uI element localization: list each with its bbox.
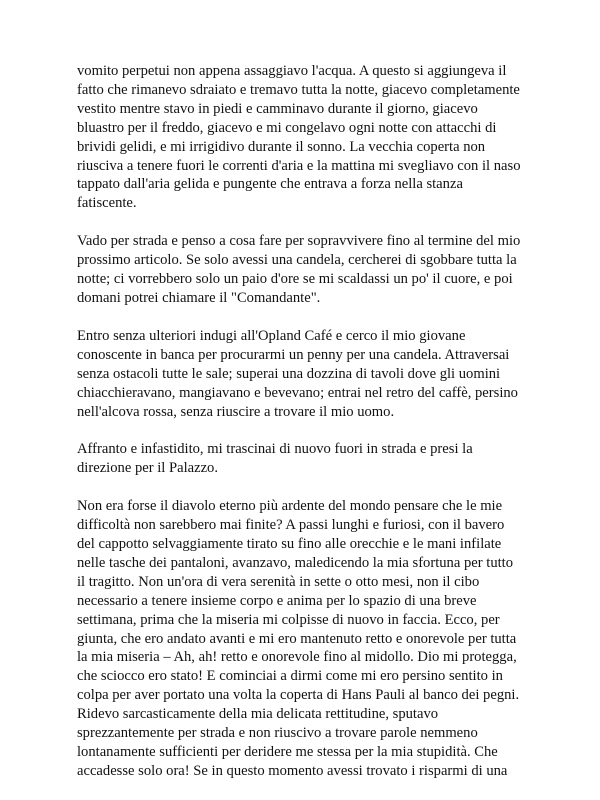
paragraph-3: Entro senza ulteriori indugi all'Opland Café e cerco il mio giovane conoscente in banca per procurarmi un penny per una candela. Attraversai senza ostacoli tutte le sale; superai una dozzina di tavoli dove gli uomini chiacchieravano, mangiavano e bevevano; entrai nel retro del caffè, persino nell'alcova rossa, senza riuscire a trovare il mio uomo. <box>77 327 518 420</box>
paragraph-2: Vado per strada e penso a cosa fare per sopravvivere fino al termine del mio prossimo articolo. Se solo avessi una candela, cercherei di sgobbare tutta la notte; ci vorrebbero solo un paio d'ore se mi scaldassi un po' il cuore, e poi domani potrei chiamare il "Comandante". <box>77 233 521 306</box>
paragraph-4: Affranto e infastidito, mi trascinai di nuovo fuori in strada e presi la direzione per il Palazzo. <box>77 441 473 477</box>
paragraph-1: vomito perpetui non appena assaggiavo l'acqua. A questo si aggiungeva il fatto che rimanevo sdraiato e tremavo tutta la notte, giacevo completamente vestito mentre stavo in piedi e camminavo durante il giorno, giacevo bluastro per il freddo, giacevo e mi congelavo ogni notte con attacchi di brividi gelidi, e mi irrigidivo durante il sonno. La vecchia coperta non riusciva a tenere fuori le correnti d'aria e la mattina mi svegliavo con il naso tappato dall'aria gelida e pungente che entrava a forza nella stanza fatiscente. <box>77 63 521 212</box>
body-text <box>77 62 533 800</box>
paragraph-5: Non era forse il diavolo eterno più ardente del mondo pensare che le mie difficoltà non sarebbero mai finite? A passi lunghi e furiosi, con il bavero del cappotto selvaggiamente tirato su fino alle orecchie e le mani infilate nelle tasche dei pantaloni, avanzavo, maledicendo la mia sfortuna per tutto il tragitto. Non un'ora di vera serenità in sette o otto mesi, non il cibo necessario a tenere insieme corpo e anima per lo spazio di una breve settimana, prima che la miseria mi colpisse di nuovo in faccia. Ecco, per giunta, che ero andato avanti e mi ero mantenuto retto e onorevole per tutta la mia miseria – Ah, ah! retto e onorevole fino al midollo. Dio mi protegga, che sciocco ero stato! E cominciai a dirmi come mi ero persino sentito in colpa per aver portato una volta la coperta di Hans Pauli al banco dei pegni. Ridevo sarcasticamente della mia delicata rettitudine, sputavo sprezzantemente per strada e non riuscivo a trovare parole nemmeno lontanamente sufficienti per deridere me stessa per la mia stupidità. Che accadesse solo ora! Se in questo momento avessi trovato i risparmi di una <box>77 498 520 779</box>
